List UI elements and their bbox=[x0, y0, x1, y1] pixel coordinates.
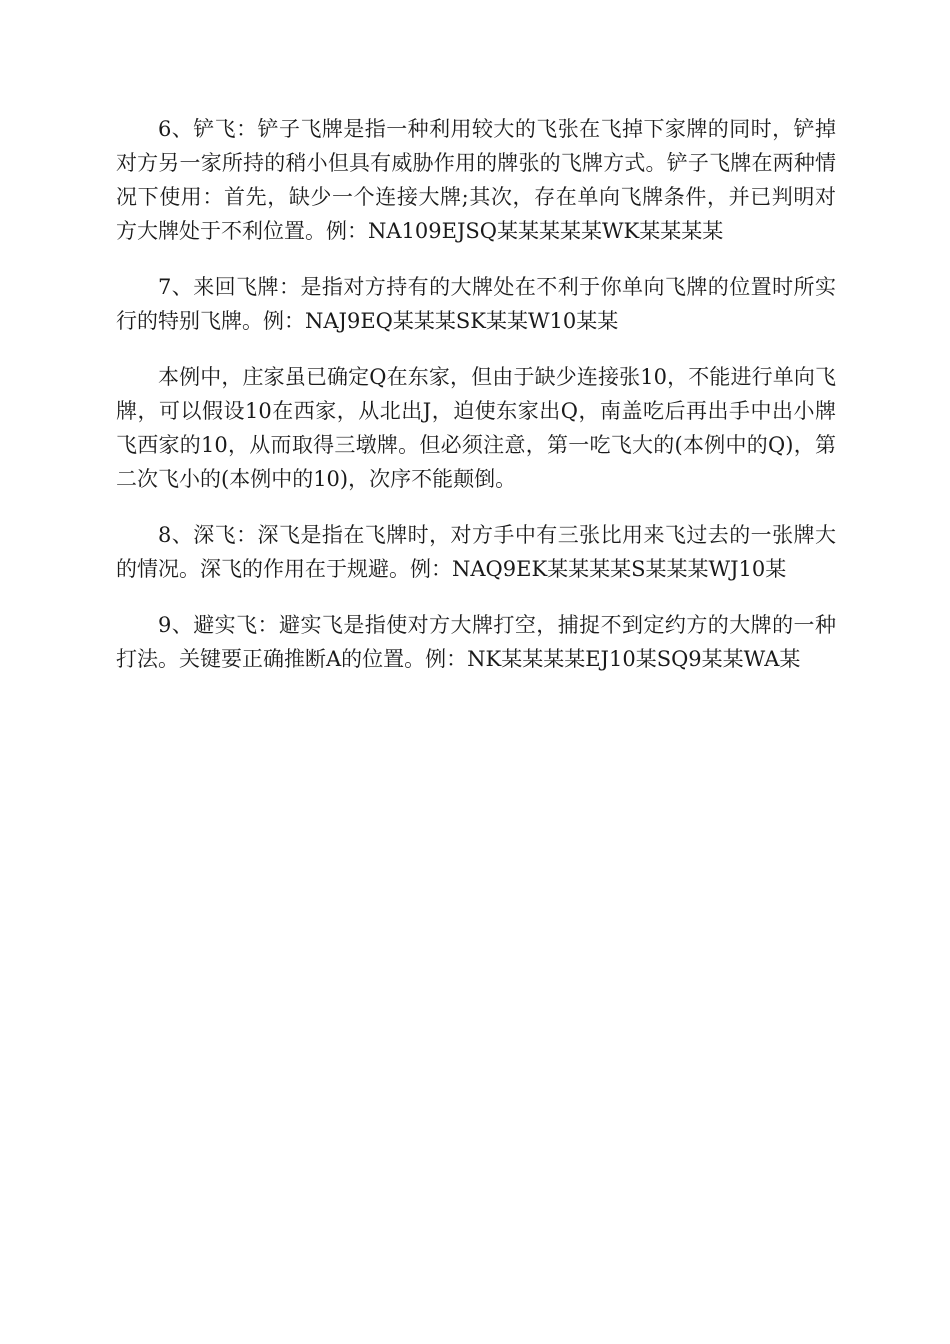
paragraph-avoidance-finesse: 9、避实飞：避实飞是指使对方大牌打空，捕捉不到定约方的大牌的一种打法。关键要正确推断A的位置。例：NK某某某某EJ10某SQ9某某WA某 bbox=[116, 613, 836, 671]
paragraph-shovel-finesse: 6、铲飞：铲子飞牌是指一种利用较大的飞张在飞掉下家牌的同时，铲掉对方另一家所持的稍小但具有威胁作用的牌张的飞牌方式。铲子飞牌在两种情况下使用：首先，缺少一个连接大牌;其次，存在单向飞牌条件，并已判明对方大牌处于不利位置。例：NA109EJSQ某某某某某WK某某某某 bbox=[116, 117, 836, 243]
document-body bbox=[116, 112, 836, 698]
paragraph-two-way-finesse: 7、来回飞牌：是指对方持有的大牌处在不利于你单向飞牌的位置时所实行的特别飞牌。例：NAJ9EQ某某某SK某某W10某某 bbox=[116, 275, 836, 333]
paragraph-example-explanation: 本例中，庄家虽已确定Q在东家，但由于缺少连接张10，不能进行单向飞牌，可以假设10在西家，从北出J，迫使东家出Q，南盖吃后再出手中出小牌飞西家的10，从而取得三墩牌。但必须注意，第一吃飞大的(本例中的Q)，第二次飞小的(本例中的10)，次序不能颠倒。 bbox=[116, 365, 836, 491]
paragraph-deep-finesse: 8、深飞：深飞是指在飞牌时，对方手中有三张比用来飞过去的一张牌大的情况。深飞的作用在于规避。例：NAQ9EK某某某某S某某某WJ10某 bbox=[116, 523, 836, 581]
